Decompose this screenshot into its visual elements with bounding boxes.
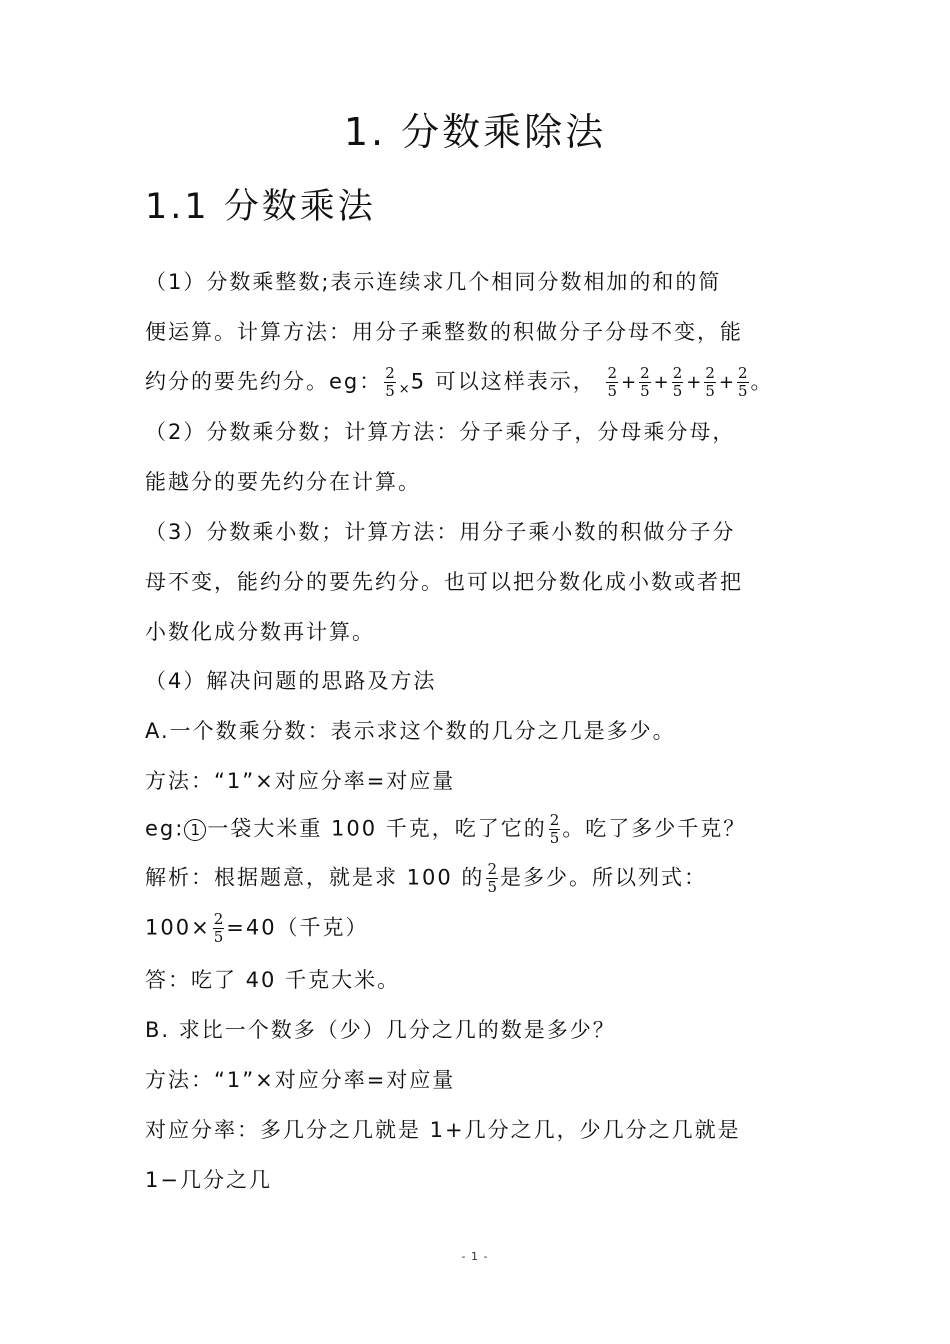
fraction-two-fifths: $\frac{2}{5}$ <box>385 364 395 400</box>
p1-line-1: （1）分数乘整数;表示连续求几个相同分数相加的和的简 <box>145 270 722 294</box>
fraction-two-fifths: $\frac{2}{5}$ <box>738 364 748 400</box>
chapter-title: 1. 分数乘除法 <box>343 110 607 154</box>
circled-number-one: 1 <box>184 819 206 841</box>
a-heading: A.一个数乘分数：表示求这个数的几分之几是多少。 <box>145 719 676 743</box>
formula-text-b: =40（千克） <box>226 915 369 940</box>
a-method: 方法：“1”×对应分率=对应量 <box>145 769 456 793</box>
fraction-two-fifths: $\frac{2}{5}$ <box>549 811 560 847</box>
p2-line-2: 能越分的要先约分在计算。 <box>145 470 421 494</box>
fraction-two-fifths: $\frac{2}{5}$ <box>213 910 224 946</box>
b-rate-line-1: 对应分率：多几分之几就是 1+几分之几，少几分之几就是 <box>145 1118 741 1142</box>
a-analysis <box>145 861 810 896</box>
fraction-two-fifths: $\frac{2}{5}$ <box>705 364 715 400</box>
plus-sign: + <box>686 371 702 393</box>
p4-heading: （4）解决问题的思路及方法 <box>145 669 437 693</box>
plus-sign: + <box>718 371 734 393</box>
b-method: 方法：“1”×对应分率=对应量 <box>145 1068 456 1092</box>
fraction-two-fifths: $\frac{2}{5}$ <box>640 364 650 400</box>
p3-line-2: 母不变，能约分的要先约分。也可以把分数化成小数或者把 <box>145 570 743 594</box>
analysis-text-a: 解析：根据题意，就是求 100 的 <box>145 865 485 890</box>
eg-prefix: eg: <box>145 816 185 841</box>
p3-line-1: （3）分数乘小数；计算方法：用分子乘小数的积做分子分 <box>145 520 736 544</box>
fraction-two-fifths: $\frac{2}{5}$ <box>607 364 617 400</box>
a-example <box>145 812 810 847</box>
p1-line-3-text-b: 5 可以这样表示， <box>410 369 596 394</box>
p1-line-2: 便运算。计算方法：用分子乘整数的积做分子分母不变，能 <box>145 320 743 344</box>
b-rate-line-2: 1−几分之几 <box>145 1168 272 1192</box>
a-answer: 答：吃了 40 千克大米。 <box>145 968 401 992</box>
eg-end: 。吃了多少千克？ <box>562 816 747 841</box>
b-heading: B. 求比一个数多（少）几分之几的数是多少？ <box>145 1018 616 1042</box>
p3-line-3: 小数化成分数再计算。 <box>145 620 375 644</box>
plus-sign: + <box>620 371 637 393</box>
page-number: - 1 - <box>461 1250 489 1263</box>
analysis-text-b: 是多少。所以列式： <box>499 865 707 890</box>
plus-sign: + <box>653 371 669 393</box>
eg-text: 一袋大米重 100 千克，吃了它的 <box>207 816 547 841</box>
formula-text-a: 100× <box>145 915 211 940</box>
p1-line-3-end: 。 <box>750 369 774 394</box>
times-sign: × <box>398 381 410 397</box>
section-title: 1.1 分数乘法 <box>145 187 376 227</box>
fraction-two-fifths: $\frac{2}{5}$ <box>487 860 497 896</box>
p1-line-3-text: 约分的要先约分。eg： <box>145 369 383 394</box>
p1-line-3 <box>145 365 810 405</box>
p2-line-1: （2）分数乘分数；计算方法：分子乘分子，分母乘分母， <box>145 420 736 444</box>
fraction-two-fifths: $\frac{2}{5}$ <box>672 364 683 400</box>
a-formula <box>145 911 810 946</box>
